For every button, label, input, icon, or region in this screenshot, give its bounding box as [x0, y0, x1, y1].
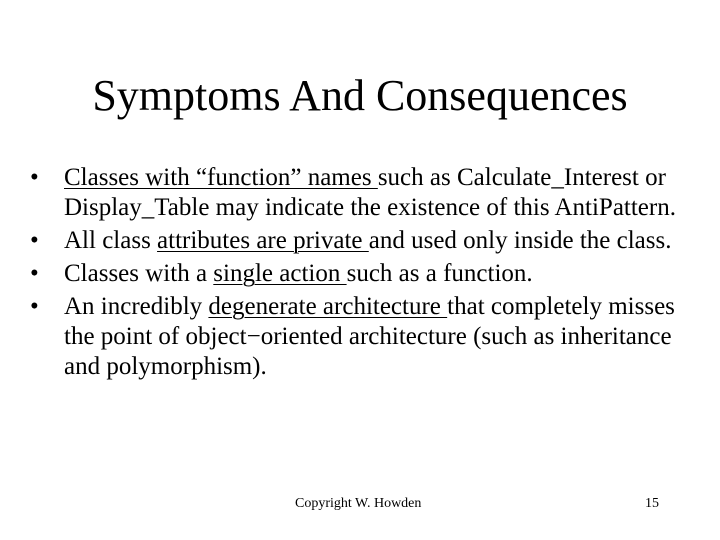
bullet-underlined-text: Classes with “function” names — [64, 164, 378, 191]
bullet-text-lead: Classes with a — [64, 260, 214, 287]
footer-copyright: Copyright W. Howden — [295, 496, 422, 511]
bullet-text: such as a function. — [346, 260, 533, 287]
page-number: 15 — [645, 496, 659, 511]
bullet-underlined-text: attributes are private — [157, 227, 369, 254]
bullet-icon: • — [30, 293, 39, 320]
bullet-underlined-text: single action — [213, 260, 347, 287]
bullet-icon: • — [30, 260, 39, 287]
bullet-underlined-text: degenerate architecture — [208, 293, 448, 320]
bullet-text: that completely misses the point of object−oriented architecture (such as inheritance and polymorphism). — [64, 293, 675, 380]
bullet-icon: • — [30, 227, 39, 254]
bullet-item — [30, 259, 710, 289]
bullet-item — [30, 226, 710, 256]
bullet-text-lead: All class — [64, 227, 158, 254]
bullet-item — [30, 292, 710, 382]
bullet-item — [30, 163, 710, 223]
bullet-text-lead: An incredibly — [64, 293, 209, 320]
bullet-list — [30, 163, 710, 385]
slide-title: Symptoms And Consequences — [92, 71, 628, 120]
bullet-text: and used only inside the class. — [368, 227, 672, 254]
bullet-text: such as Calculate_Interest or Display_Table may indicate the existence of this AntiPattern. — [64, 164, 676, 221]
bullet-icon: • — [30, 164, 39, 191]
